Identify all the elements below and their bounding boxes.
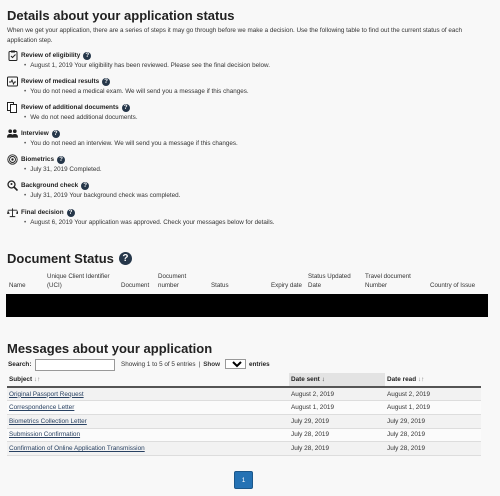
step-title: Biometrics [21,156,55,163]
step-detail: • July 31, 2019 Your background check was completed. [24,192,487,199]
step-detail: • July 31, 2019 Completed. [24,166,487,173]
step-detail: • August 1, 2019 Your eligibility has been reviewed. Please see the final decision below. [24,62,487,69]
subject-header-label: Subject [9,376,33,383]
status-step [7,180,487,199]
status-step [7,76,487,95]
search-input[interactable] [35,359,115,371]
col-travel-doc: Travel document Number [365,273,411,289]
col-country: Country of Issue [430,282,476,289]
help-icon[interactable]: ? [57,156,65,164]
help-icon[interactable]: ? [102,78,110,86]
col-uci: Unique Client Identifier (UCI) [47,273,110,289]
sort-desc-icon: ↓ [321,376,325,383]
step-header [7,154,487,165]
col-document: Document [121,282,150,289]
date-read-header[interactable] [385,373,481,387]
col-status-updated: Status Updated Date [308,273,351,289]
message-row [7,428,481,442]
date-sent-cell: August 1, 2019 [289,401,385,415]
message-row [7,387,481,401]
message-subject-link[interactable]: Correspondence Letter [9,404,75,412]
date-sent-header[interactable] [289,373,385,387]
sort-icon: ↓↑ [417,376,425,383]
date-sent-cell: July 28, 2019 [289,442,385,456]
step-title: Interview [21,130,49,137]
status-step [7,207,487,226]
subject-header[interactable] [7,373,289,387]
step-detail: • We do not need additional documents. [24,114,487,121]
help-icon[interactable]: ? [119,252,132,265]
help-icon[interactable]: ? [81,182,89,190]
separator: | [198,361,201,368]
messages-table [7,373,481,456]
message-row [7,401,481,415]
subject-cell [7,428,289,442]
entries-select[interactable] [225,359,246,369]
showing-text: Showing 1 to 5 of 5 entries [121,361,196,368]
step-header [7,128,487,139]
step-detail: • August 6, 2019 Your application was approved. Check your messages below for details. [24,219,487,226]
people-icon [7,128,18,139]
help-icon[interactable]: ? [122,104,130,112]
date-sent-cell: August 2, 2019 [289,387,385,401]
step-header [7,207,487,218]
page-1-button[interactable]: 1 [234,471,253,489]
step-header [7,50,487,61]
fingerprint-icon [7,154,18,165]
show-label: Show [203,361,220,368]
status-step [7,128,487,147]
subject-cell [7,387,289,401]
date-sent-cell: July 28, 2019 [289,428,385,442]
subject-cell [7,414,289,428]
messages-title: Messages about your application [7,341,213,356]
step-header [7,180,487,191]
date-read-cell: July 29, 2019 [385,414,481,428]
step-title: Review of additional documents [21,104,119,111]
step-title: Review of eligibility [21,52,81,59]
col-expiry: Expiry date [271,282,302,289]
scales-icon [7,207,18,218]
message-row [7,442,481,456]
message-subject-link[interactable]: Biometrics Collection Letter [9,417,87,425]
status-section-title: Details about your application status [7,8,235,23]
col-status: Status [211,282,229,289]
table-info [121,361,220,368]
message-subject-link[interactable]: Confirmation of Online Application Transmission [9,445,145,453]
step-detail: • You do not need an interview. We will send you a message if this changes. [24,140,487,147]
col-name: Name [9,282,26,289]
message-subject-link[interactable]: Submission Confirmation [9,431,81,439]
documents-icon [7,102,18,113]
clipboard-check-icon [7,50,18,61]
step-title: Review of medical results [21,78,100,85]
date-read-cell: July 28, 2019 [385,442,481,456]
status-step [7,50,487,69]
document-status-title-text: Document Status [7,251,114,266]
step-header [7,102,487,113]
entries-label: entries [249,361,270,368]
date-read-header-label: Date read [387,376,417,383]
col-doc-number: Document number [158,273,187,289]
magnifier-icon [7,180,18,191]
subject-cell [7,401,289,415]
help-icon[interactable]: ? [52,130,60,138]
date-read-cell: August 2, 2019 [385,387,481,401]
search-label: Search: [8,361,32,368]
step-detail: • You do not need a medical exam. We will send you a message if this changes. [24,88,487,95]
document-status-title [7,251,132,266]
medical-icon [7,76,18,87]
status-step [7,154,487,173]
help-icon[interactable]: ? [67,209,75,217]
status-intro: When we get your application, there are a series of steps it may go through before we make a decision. Use the following table to find out the current status of each application step. [7,27,463,44]
subject-cell [7,442,289,456]
step-title: Background check [21,182,79,189]
date-sent-header-label: Date sent [291,376,320,383]
status-step [7,102,487,121]
message-subject-link[interactable]: Original Passport Request [9,390,84,398]
step-header [7,76,487,87]
help-icon[interactable]: ? [83,52,91,60]
sort-icon: ↓↑ [33,376,41,383]
date-read-cell: August 1, 2019 [385,401,481,415]
redacted-row [6,294,488,317]
message-row [7,414,481,428]
date-sent-cell: July 29, 2019 [289,414,385,428]
date-read-cell: July 28, 2019 [385,428,481,442]
step-title: Final decision [21,209,64,216]
